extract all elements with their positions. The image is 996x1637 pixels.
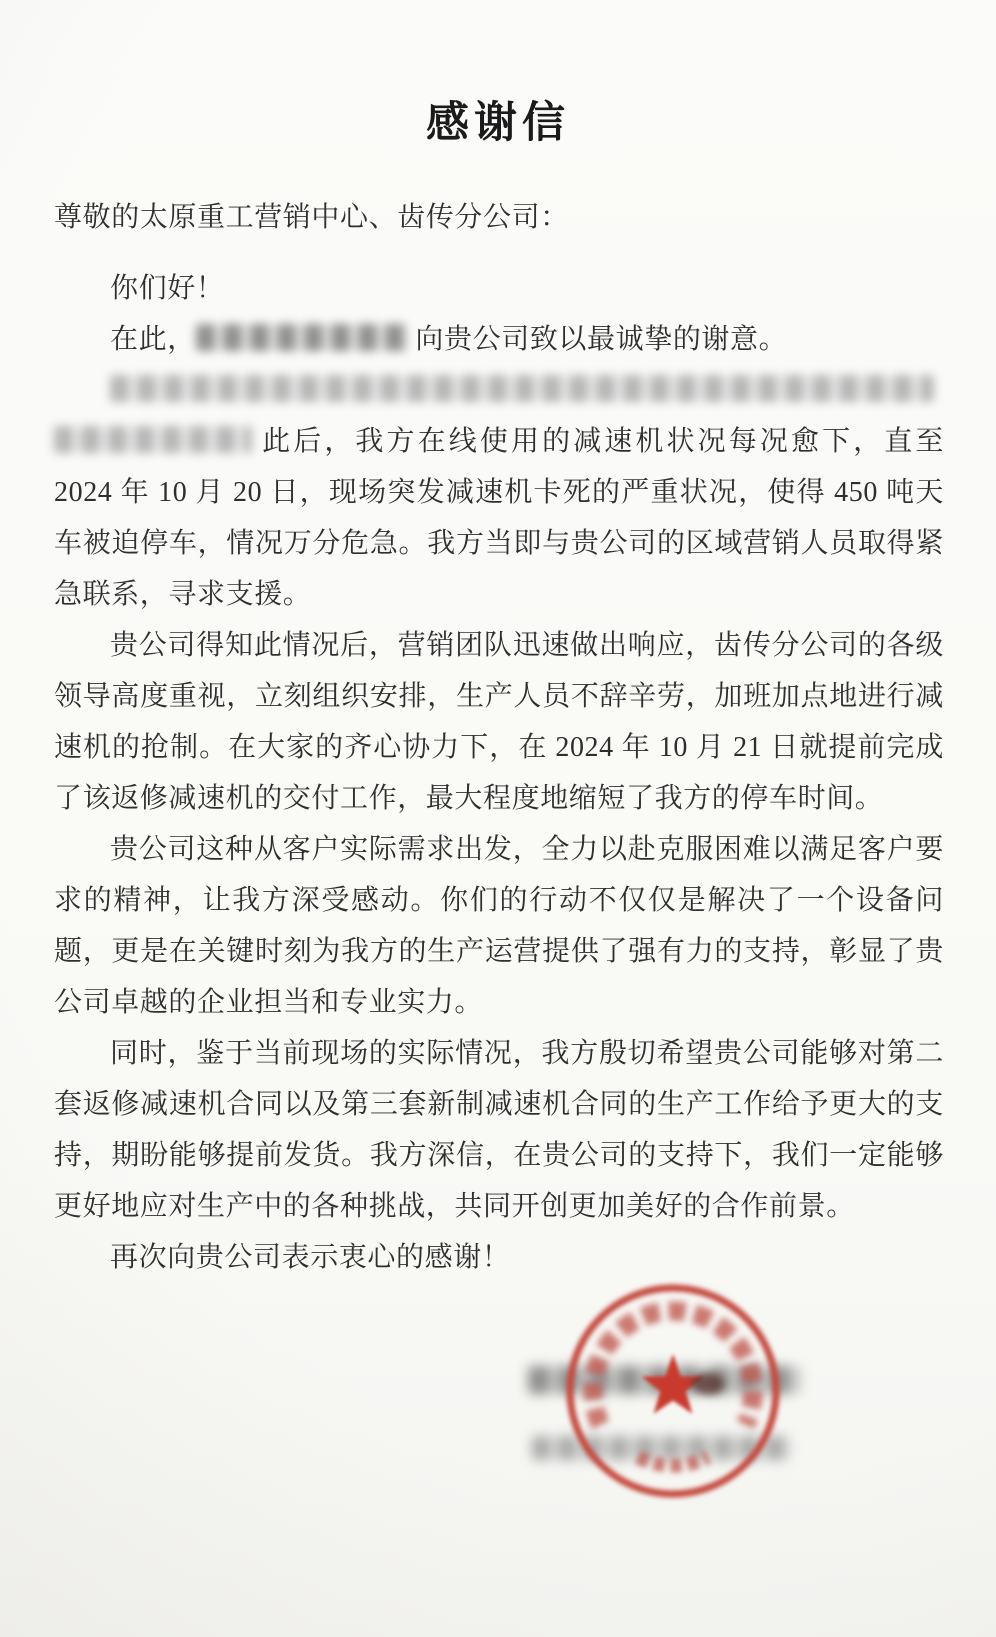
paragraphs (54, 263, 944, 1283)
letter-body (54, 192, 944, 1283)
text-run: 贵公司这种从客户实际需求出发，全力以赴克服困难以满足客户要求的精神，让我方深受感动。你们的行动不仅仅是解决了一个设备问题，更是在关键时刻为我方的生产运营提供了强有力的支持，彰显了贵公司卓越的企业担当和专业实力。 (54, 834, 944, 1018)
paragraph (54, 365, 944, 620)
paragraph (54, 1028, 944, 1232)
redacted-text (54, 426, 252, 453)
text-run: 同时，鉴于当前现场的实际情况，我方殷切希望贵公司能够对第二套返修减速机合同以及第三套新制减速机合同的生产工作给予更大的支持，期盼能够提前发货。我方深信，在贵公司的支持下，我们一定能够更好地应对生产中的各种挑战，共同开创更加美好的合作前景。 (54, 1038, 944, 1222)
paragraph (54, 263, 944, 314)
salutation: 尊敬的太原重工营销中心、齿传分公司： (54, 202, 569, 233)
paragraph (54, 824, 944, 1028)
seal-bottom-text-blur (638, 1457, 708, 1466)
text-run: 在此， (110, 324, 196, 355)
text-run: 你们好！ (110, 273, 225, 304)
text-run: 再次向贵公司表示衷心的感谢！ (110, 1242, 511, 1273)
seal-dark-blob (692, 1373, 724, 1395)
text-run: 贵公司得知此情况后，营销团队迅速做出响应，齿传分公司的各级领导高度重视，立刻组织安排，生产人员不辞辛劳，加班加点地进行减速机的抢制。在大家的齐心协力下，在 2024 年 10 月 21 日就提前完成了该返修减速机的交付工作，最大程度地缩短了我方的停车时间。 (54, 630, 944, 814)
redacted-text (196, 324, 408, 351)
company-seal (562, 1280, 784, 1502)
text-run: 向贵公司致以最诚挚的谢意。 (407, 324, 788, 355)
paragraph (54, 314, 944, 365)
letter-title: 感谢信 (426, 98, 570, 148)
paragraph (54, 620, 944, 824)
text-run: 此后，我方在线使用的减速机状况每况愈下，直至 2024 年 10 月 20 日，现场突发减速机卡死的严重状况，使得 450 吨天车被迫停车，情况万分危急。我方当即与贵公司的区域营销人员取得紧急联系，寻求支援。 (54, 426, 944, 610)
paragraph (54, 1232, 944, 1283)
redacted-text (110, 375, 934, 402)
